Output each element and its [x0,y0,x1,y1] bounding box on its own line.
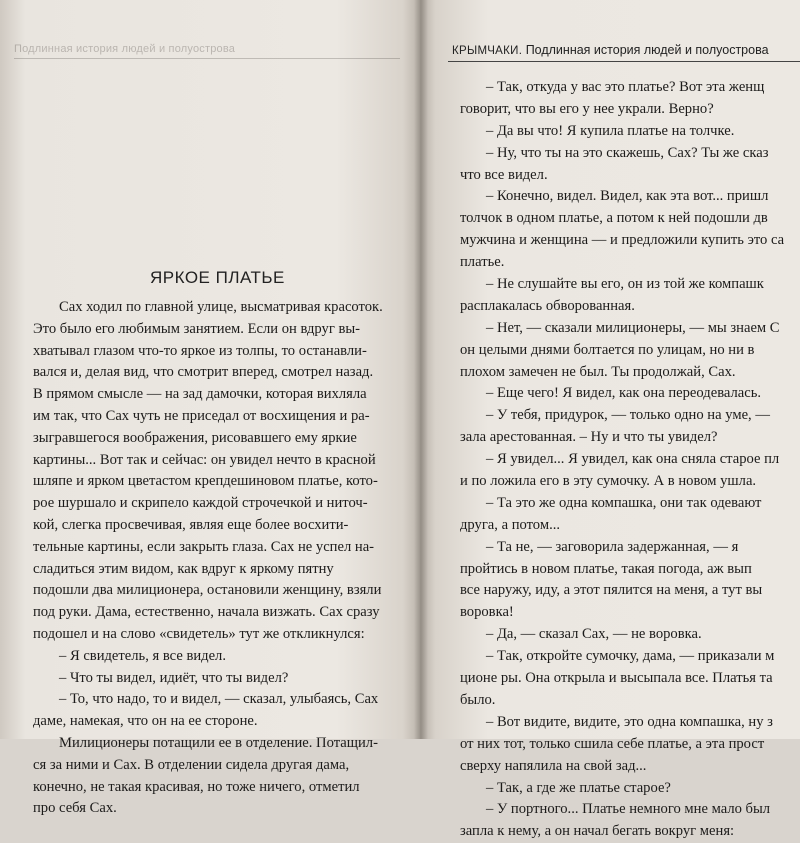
text-line: пройтись в новом платье, такая погода, аж вып [460,560,752,577]
text-line: – Конечно, видел. Видел, как эта вот... пришл [486,188,769,205]
text-line: – Да вы что! Я купила платье на толчке. [486,122,735,139]
right-running-header [452,43,769,57]
text-line: сверху напялила на свой зад... [460,757,647,774]
text-line: – У портного... Платье немного мне мало был [486,801,771,818]
text-line: – Еще чего! Я видел, как она переодевалась. [486,385,762,402]
text-line: – Не слушайте вы его, он из той же компашк [486,276,764,293]
text-line: ся за ними и Сах. В отделении сидела другая дама, [33,756,350,773]
text-line: зала арестованная. – Ну и что ты увидел? [460,429,718,446]
text-line: – Я увидел... Я увидел, как она сняла старое пл [486,451,780,468]
text-line: воровка! [460,604,514,621]
text-line: – Ну, что ты на это скажешь, Сах? Ты же сказ [486,144,769,161]
text-line: расплакалась обворованная. [460,297,635,314]
text-line: – Я свидетель, я все видел. [59,647,226,664]
text-line: и по ложила его в эту сумочку. А в новом ушла. [460,473,757,490]
text-line: что все видел. [460,166,548,183]
text-line: даме, намекая, что он на ее стороне. [33,713,258,730]
text-line: подошел и на слово «свидетель» тут же откликнулся: [33,625,365,642]
text-line: от них тот, только сшила себе платье, а эта прост [460,735,765,752]
text-line: рое шуршало и скрипело каждой строчечкой и ниточ- [33,495,368,512]
header-brand: КРЫМЧАКИ. [452,45,523,57]
right-header-rule [448,61,800,62]
left-page-body [33,297,401,820]
text-line: Сах ходил по главной улице, высматривая красоток. [59,299,383,315]
text-line: тельные картины, если закрыть глаза. Сах не успел на- [33,538,375,555]
text-line: друга, а потом... [460,516,561,533]
text-line: – У тебя, придурок, — только одно на уме, — [486,407,770,424]
text-line: подошли два милиционера, остановили женщину, взяли [33,582,382,599]
text-line: хватывал глазом что-то яркое из толпы, то останавли- [33,342,367,359]
text-line: – Что ты видел, идиёт, что ты видел? [59,669,289,686]
text-line: – Вот видите, видите, это одна компашка, ну з [486,713,773,730]
text-line: кой, слегка просвечивая, являя еще более восхити- [33,516,349,533]
header-subtitle: Подлинная история людей и полуострова [525,43,769,57]
text-line: он целыми днями болтается по улицам, но ни в [460,341,755,358]
text-line: – Так, а где же платье старое? [486,779,671,796]
text-line: платье. [460,254,505,271]
text-line: было. [460,691,496,708]
text-line: картины... Вот так и сейчас: он увидел нечто в красной [33,451,376,468]
text-line: ционе ры. Она открыла и высыпала все. Платья та [460,670,773,687]
text-line: – Да, — сказал Сах, — не воровка. [486,626,702,643]
text-line: зыгравшегося воображения, рисовавшего ему яркие [33,429,357,446]
text-line: им так, что Сах чуть не приседал от восхищения и ра- [33,407,370,424]
text-line: – Та это же одна компашка, они так одевают [486,494,762,511]
text-line: сладиться этим видом, как вдруг к яркому пятну [33,560,334,577]
text-line: говорит, что вы его у нее украли. Верно? [460,100,714,117]
left-running-header: Подлинная история людей и полуострова [14,43,236,55]
text-line: – Так, откройте сумочку, дама, — приказали м [486,648,775,665]
text-line: про себя Сах. [33,800,117,817]
text-line: вался и, делая вид, что смотрит вперед, смотрел назад. [33,364,374,381]
right-page-body [460,77,800,843]
book-gutter [414,0,428,739]
text-line: – Так, откуда у вас это платье? Вот эта женщ [486,79,765,95]
text-line: плохом замечен не был. Ты продолжай, Сах. [460,363,736,380]
text-line: – То, что надо, то и видел, — сказал, улыбаясь, Сах [59,691,379,708]
text-line: все наружу, иду, а этот пялится на меня, а тут вы [460,582,763,599]
text-line: В прямом смысле — на зад дамочки, которая вихляла [33,386,367,403]
text-line: – Та не, — заговорила задержанная, — я [486,538,739,555]
text-line: толчок в одном платье, а потом к ней подошли дв [460,210,768,227]
left-header-rule [14,58,400,59]
chapter-title: ЯРКОЕ ПЛАТЬЕ [150,268,285,287]
text-line: шляпе и ярком цветастом крепдешиновом платье, кото- [33,473,378,490]
text-line: Это было его любимым занятием. Если он вдруг вы- [33,320,361,337]
text-line: конечно, не такая красивая, но тоже ничего, отметил [33,778,360,795]
text-line: мужчина и женщина — и предложили купить это са [460,232,785,249]
text-line: Милиционеры потащили ее в отделение. Потащил- [59,734,378,751]
text-line: запла к нему, а он начал бегать вокруг меня: [460,823,735,840]
text-line: – Нет, — сказали милиционеры, — мы знаем С [486,319,780,336]
text-line: под руки. Дама, естественно, начала визжать. Сах сразу [33,604,380,621]
